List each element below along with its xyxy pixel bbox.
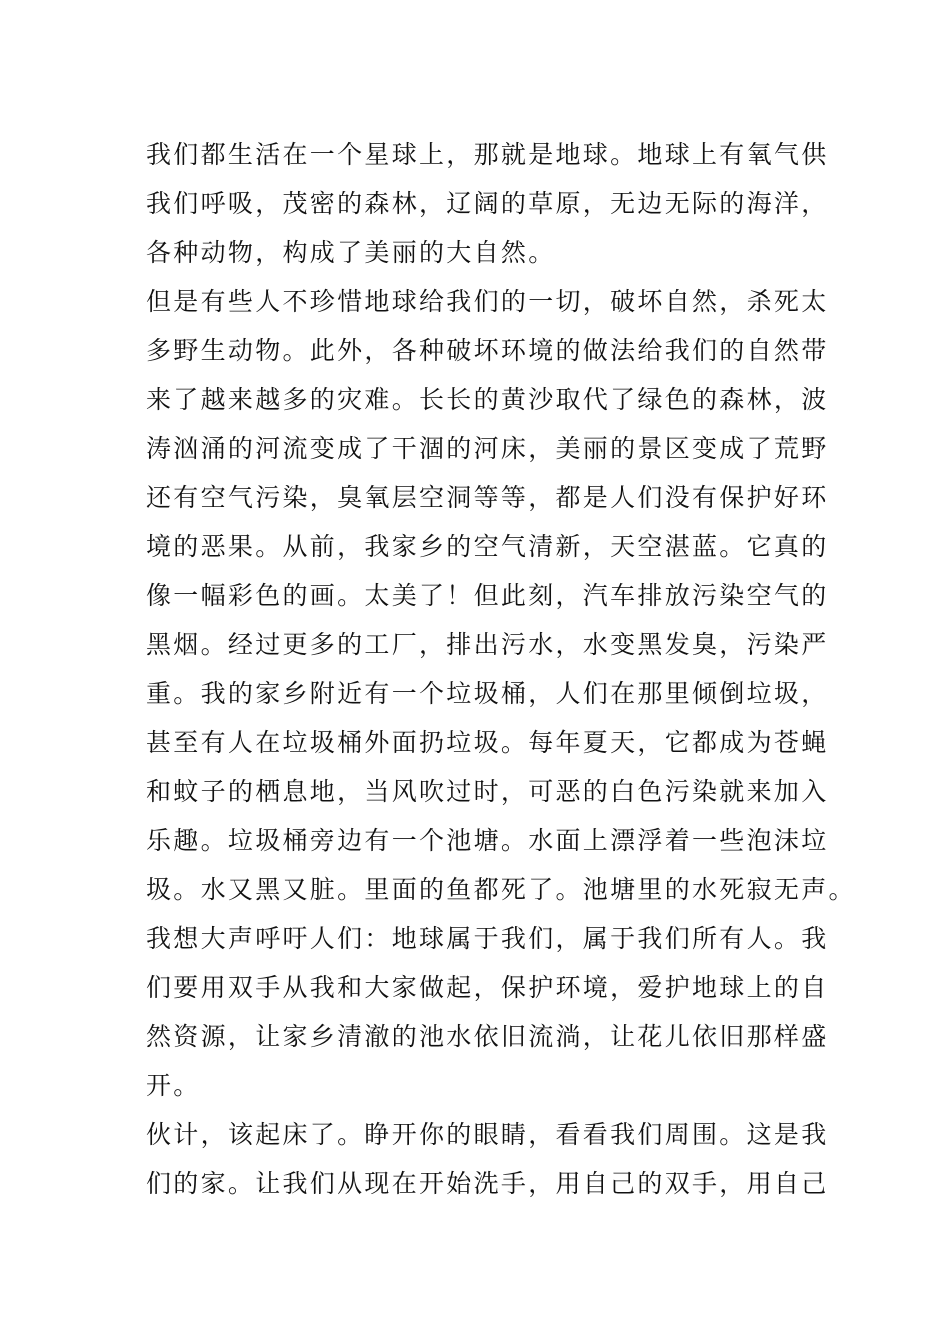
text-line-2: 我们呼吸，茂密的森林，辽阔的草原，无边无际的海洋，: [146, 189, 829, 218]
text-line-6: 来了越来越多的灾难。长长的黄沙取代了绿色的森林，波: [146, 385, 829, 414]
text-line-4: 但是有些人不珍惜地球给我们的一切，破坏自然，杀死太: [146, 287, 829, 316]
text-line-9: 境的恶果。从前，我家乡的空气清新，天空湛蓝。它真的: [146, 532, 829, 561]
text-line-7: 涛汹涌的河流变成了干涸的河床，美丽的景区变成了荒野: [146, 434, 829, 463]
text-line-19: 然资源，让家乡清澈的池水依旧流淌，让花儿依旧那样盛: [146, 1022, 829, 1051]
text-line-16: 圾。水又黑又脏。里面的鱼都死了。池塘里的水死寂无声。: [146, 875, 856, 904]
text-line-8: 还有空气污染，臭氧层空洞等等，都是人们没有保护好环: [146, 483, 829, 512]
text-line-3: 各种动物，构成了美丽的大自然。: [146, 238, 556, 267]
text-line-14: 和蚊子的栖息地，当风吹过时，可恶的白色污染就来加入: [146, 777, 829, 806]
text-line-12: 重。我的家乡附近有一个垃圾桶，人们在那里倾倒垃圾，: [146, 679, 829, 708]
text-line-11: 黑烟。经过更多的工厂，排出污水，水变黑发臭，污染严: [146, 630, 829, 659]
text-line-17: 我想大声呼吁人们：地球属于我们，属于我们所有人。我: [146, 924, 829, 953]
text-line-15: 乐趣。垃圾桶旁边有一个池塘。水面上漂浮着一些泡沫垃: [146, 826, 829, 855]
text-line-21: 伙计，该起床了。睁开你的眼睛，看看我们周围。这是我: [146, 1120, 829, 1149]
text-line-1: 我们都生活在一个星球上，那就是地球。地球上有氧气供: [146, 140, 829, 169]
text-line-5: 多野生动物。此外，各种破坏环境的做法给我们的自然带: [146, 336, 829, 365]
text-line-10: 像一幅彩色的画。太美了！但此刻，汽车排放污染空气的: [146, 581, 829, 610]
text-line-18: 们要用双手从我和大家做起，保护环境，爱护地球上的自: [146, 973, 829, 1002]
text-line-22: 们的家。让我们从现在开始洗手，用自己的双手，用自己: [146, 1169, 829, 1198]
text-line-20: 开。: [146, 1071, 201, 1100]
essay-text: [146, 130, 856, 1208]
text-line-13: 甚至有人在垃圾桶外面扔垃圾。每年夏天，它都成为苍蝇: [146, 728, 829, 757]
